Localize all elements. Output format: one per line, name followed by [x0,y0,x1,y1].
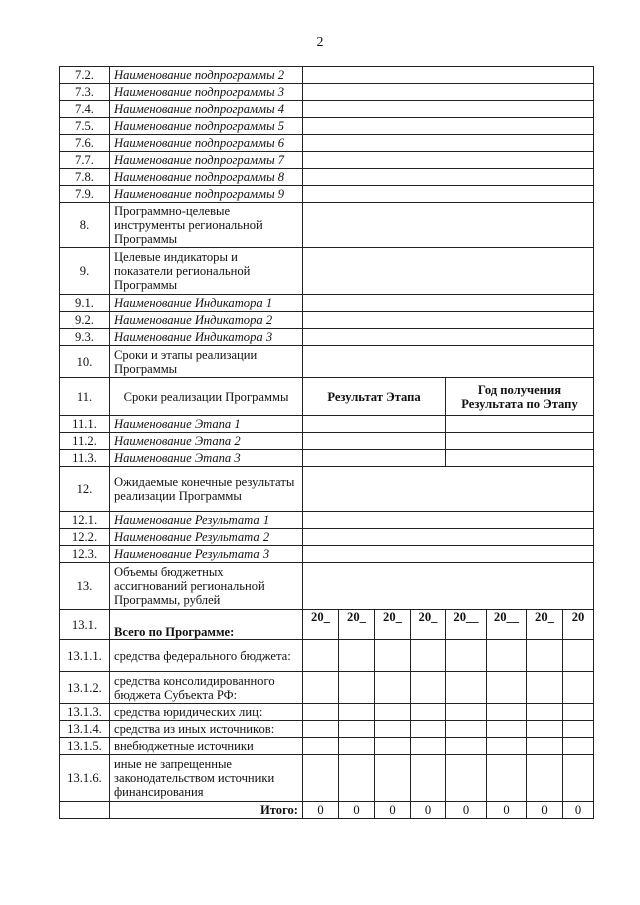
stage-label: Наименование Этапа 2 [110,433,303,450]
row-number: 13.1.5. [60,738,110,755]
value-cell [303,169,594,186]
indicator-label: Наименование Индикатора 3 [110,329,303,346]
table-row [60,738,594,755]
row-number: 7.5. [60,118,110,135]
row-number: 11.2. [60,433,110,450]
subprogram-label: Наименование подпрограммы 9 [110,186,303,203]
row-number: 11.1. [60,416,110,433]
year-header: 20_ [339,610,375,640]
table-row [60,295,594,312]
row-number: 9.2. [60,312,110,329]
value-cell [303,295,594,312]
row-number: 12.3. [60,546,110,563]
section-label: Программно-целевые инструменты региональной Программы [110,203,303,248]
row-number: 9.3. [60,329,110,346]
row-number: 13.1. [60,610,110,640]
table-row [60,450,594,467]
year-header: 20__ [487,610,527,640]
year-header: 20_ [411,610,446,640]
funding-label: средства из иных источников: [110,721,303,738]
section-label: Сроки реализации Программы [110,378,303,416]
row-number: 7.7. [60,152,110,169]
year-header: 20__ [446,610,487,640]
program-passport-table [59,66,594,819]
row-number: 12. [60,467,110,512]
value-cell [303,84,594,101]
table-row [60,135,594,152]
subprogram-label: Наименование подпрограммы 4 [110,101,303,118]
row-number: 8. [60,203,110,248]
row-number: 13.1.2. [60,672,110,704]
subprogram-label: Наименование подпрограммы 5 [110,118,303,135]
total-program-label: Всего по Программе: [110,610,303,640]
value-cell [303,135,594,152]
subprogram-label: Наименование подпрограммы 8 [110,169,303,186]
table-row [60,101,594,118]
total-value: 0 [375,802,411,819]
row-number: 7.8. [60,169,110,186]
row-number: 7.6. [60,135,110,152]
value-cell [446,433,594,450]
funding-label: средства консолидированного бюджета Субъекта РФ: [110,672,303,704]
row-number: 7.4. [60,101,110,118]
table-row [60,378,594,416]
row-number: 13.1.4. [60,721,110,738]
result-year-header: Год получения Результата по Этапу [446,378,594,416]
table-row [60,329,594,346]
table-row [60,346,594,378]
table-row [60,186,594,203]
stage-label: Наименование Этапа 3 [110,450,303,467]
section-label: Сроки и этапы реализации Программы [110,346,303,378]
table-row [60,610,594,640]
value-cell [303,203,594,248]
funding-label: средства юридических лиц: [110,704,303,721]
value-cell [303,467,594,512]
table-row [60,203,594,248]
table-row [60,563,594,610]
total-value: 0 [303,802,339,819]
year-header: 20_ [527,610,563,640]
total-value: 0 [487,802,527,819]
row-number: 11.3. [60,450,110,467]
result-label: Наименование Результата 3 [110,546,303,563]
total-row [60,802,594,819]
value-cell [303,512,594,529]
row-number: 7.2. [60,67,110,84]
stage-label: Наименование Этапа 1 [110,416,303,433]
value-cell [303,248,594,295]
row-number: 9.1. [60,295,110,312]
subprogram-label: Наименование подпрограммы 2 [110,67,303,84]
value-cell [303,529,594,546]
table-row [60,84,594,101]
value-cell [446,416,594,433]
year-header: 20 [563,610,594,640]
page-number: 2 [316,35,324,50]
row-number: 9. [60,248,110,295]
table-row [60,152,594,169]
funding-label: средства федерального бюджета: [110,640,303,672]
year-header: 20_ [375,610,411,640]
result-label: Наименование Результата 2 [110,529,303,546]
row-number: 7.3. [60,84,110,101]
table-row [60,248,594,295]
total-value: 0 [527,802,563,819]
subprogram-label: Наименование подпрограммы 7 [110,152,303,169]
value-cell [303,329,594,346]
value-cell [303,433,446,450]
table-row [60,312,594,329]
result-label: Наименование Результата 1 [110,512,303,529]
value-cell [303,563,594,610]
value-cell [303,118,594,135]
table-row [60,433,594,450]
table-row [60,755,594,802]
value-cell [303,67,594,84]
value-cell [303,346,594,378]
section-label: Объемы бюджетных ассигнований региональной Программы, рублей [110,563,303,610]
table-row [60,512,594,529]
total-value: 0 [411,802,446,819]
table-row [60,721,594,738]
table-row [60,704,594,721]
row-number: 13.1.6. [60,755,110,802]
total-label: Итого: [110,802,303,819]
section-label: Ожидаемые конечные результаты реализации Программы [110,467,303,512]
row-number: 13. [60,563,110,610]
table-row [60,529,594,546]
value-cell [446,450,594,467]
indicator-label: Наименование Индикатора 1 [110,295,303,312]
value-cell [303,101,594,118]
value-cell [303,546,594,563]
row-number: 11. [60,378,110,416]
value-cell [303,416,446,433]
value-cell [303,152,594,169]
funding-label: иные не запрещенные законодательством источники финансирования [110,755,303,802]
table-row [60,467,594,512]
table-row [60,169,594,186]
total-value: 0 [563,802,594,819]
stage-result-header: Результат Этапа [303,378,446,416]
row-number: 10. [60,346,110,378]
total-value: 0 [339,802,375,819]
value-cell [303,186,594,203]
table-row [60,416,594,433]
value-cell [303,450,446,467]
total-value: 0 [446,802,487,819]
subprogram-label: Наименование подпрограммы 6 [110,135,303,152]
row-number: 13.1.1. [60,640,110,672]
table-row [60,640,594,672]
table-row [60,546,594,563]
table-row [60,67,594,84]
row-number: 7.9. [60,186,110,203]
indicator-label: Наименование Индикатора 2 [110,312,303,329]
table-row [60,672,594,704]
subprogram-label: Наименование подпрограммы 3 [110,84,303,101]
table-row [60,118,594,135]
year-header: 20_ [303,610,339,640]
row-number: 13.1.3. [60,704,110,721]
funding-label: внебюджетные источники [110,738,303,755]
value-cell [303,312,594,329]
section-label: Целевые индикаторы и показатели региональной Программы [110,248,303,295]
row-number: 12.1. [60,512,110,529]
row-number: 12.2. [60,529,110,546]
